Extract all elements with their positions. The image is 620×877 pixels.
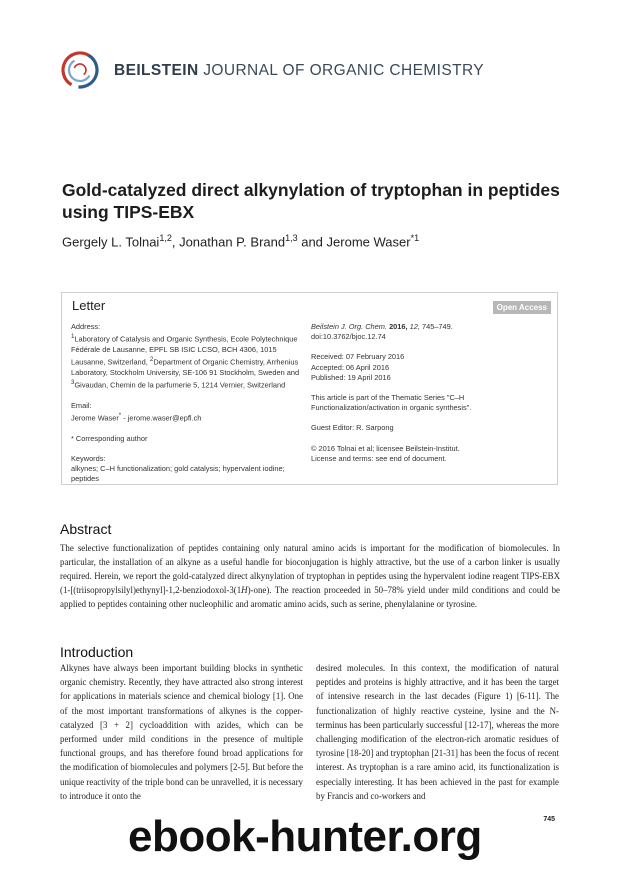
email-label: Email:: [71, 400, 92, 410]
open-access-badge[interactable]: Open Access: [493, 301, 551, 314]
address-label: Address:: [71, 322, 101, 331]
info-left-column: [71, 322, 301, 484]
author-name[interactable]: Jonathan P. Brand: [179, 234, 286, 250]
journal-name: BEILSTEIN JOURNAL OF ORGANIC CHEMISTRY: [114, 62, 485, 79]
citation: Beilstein J. Org. Chem. 2016, 12, 745–749.: [311, 322, 453, 331]
thematic-series[interactable]: This article is part of the Thematic Series "C–H Functionalization/activation in organic synthesis".: [311, 393, 472, 413]
introduction-right-column: desired molecules. In this context, the modification of natural peptides and proteins is highly attractive, and it has been the target of intensive research in the last decades (Figure 1) [6-11]. The functionalization of highly reactive cysteine, lysine and the N-terminus has been particularly successful [12-17], whereas the more challenging modification of the electron-rich aromatic residues of tyrosine [18-20] and tryptophan [21-31] has been the focus of recent interest. As tryptophan is a rare amino acid, its functionalization is especially interesting. It has been achieved in the past for example by Francis and co-workers and: [316, 663, 559, 801]
author-affiliation: 1,3: [285, 233, 298, 243]
author-affiliation: 1,2: [159, 233, 172, 243]
copyright: © 2016 Tolnai et al; licensee Beilstein-Institut.: [311, 443, 460, 453]
affiliations: $^1$Laboratory of Catalysis and Organic Synthesis, Ecole Polytechnique Fédérale de Lausanne, EPFL SB ISIC LCSO, BCH 4306, 1015 Lausanne, Switzerland, $^2$Department of Organic Chemistry, Arrhenius Laboratory, Stockholm University, SE-106 91 Stockholm, Sweden and $^3$Givaudan, Chemin de la parfumerie 5, 1214 Vernier, Switzerland: [71, 333, 300, 390]
keywords-label: Keywords:: [71, 453, 106, 463]
email-line: Jerome Waser* - jerome.waser@epfl.ch: [71, 411, 202, 423]
author-name[interactable]: Jerome Waser: [326, 234, 411, 250]
accepted-date: Accepted: 06 April 2016: [311, 362, 390, 372]
abstract-heading: Abstract: [60, 521, 112, 537]
page-number: 745: [543, 816, 555, 823]
license-terms: License and terms: see end of document.: [311, 453, 447, 463]
article-info-box: [61, 292, 558, 485]
introduction-heading: Introduction: [60, 644, 134, 660]
info-right-column: [311, 322, 551, 464]
watermark: ebook-hunter.org: [128, 812, 482, 861]
doi-link[interactable]: doi:10.3762/bjoc.12.74: [311, 332, 386, 342]
received-date: Received: 07 February 2016: [311, 352, 405, 362]
guest-editor: Guest Editor: R. Sarpong: [311, 423, 394, 433]
article-title: Gold-catalyzed direct alkynylation of tryptophan in peptides using TIPS-EBX: [62, 180, 560, 222]
corresponding-author-note: * Corresponding author: [71, 433, 148, 443]
email-link[interactable]: - jerome.waser@epfl.ch: [121, 413, 202, 423]
abstract-text: The selective functionalization of peptides containing only natural amino acids is important for the modification of biomolecules. In particular, the installation of an alkyne as a useful handle for bioconjugation is highly attractive, but the use of a carbon linker is usually required. Herein, we report the gold-catalyzed direct alkynylation of tryptophan in peptides using the hypervalent iodine reagent TIPS-EBX (1-[(triisopropylsilyl)ethynyl]-1,2-benziodoxol-3(1H)-one). The reaction proceeded in 50–78% yield under mild conditions and could be applied to peptides containing other nucleophilic and aromatic amino acids, such as serine, phenylalanine or tyrosine.: [60, 543, 560, 609]
author-list: Gergely L. Tolnai$^{1,2}$, Jonathan P. Brand$^{1,3}$ and Jerome Waser$^{*1}$: [62, 233, 420, 250]
article-type: Letter: [72, 298, 106, 313]
published-date: Published: 19 April 2016: [311, 372, 391, 382]
keywords: alkynes; C–H functionalization; gold catalysis; hypervalent iodine; peptides: [71, 463, 285, 484]
introduction-left-column: Alkynes have always been important building blocks in synthetic organic chemistry. Recently, they have attracted also strong interest for applications in materials science and chemical biology [1]. One of the most important transformations of alkynes is the copper-catalyzed [3 + 2] cycloaddition with azides, which can be performed under mild conditions in the presence of multiple functional groups, and has therefore found broad applications for the modification of biomolecules and polymers [2-5]. But before the unique reactivity of the triple bond can be unravelled, it is necessary to introduce it onto the: [60, 663, 304, 801]
journal-logo-icon: [60, 50, 100, 90]
author-name[interactable]: Gergely L. Tolnai: [62, 234, 160, 250]
author-affiliation: *1: [410, 233, 420, 243]
